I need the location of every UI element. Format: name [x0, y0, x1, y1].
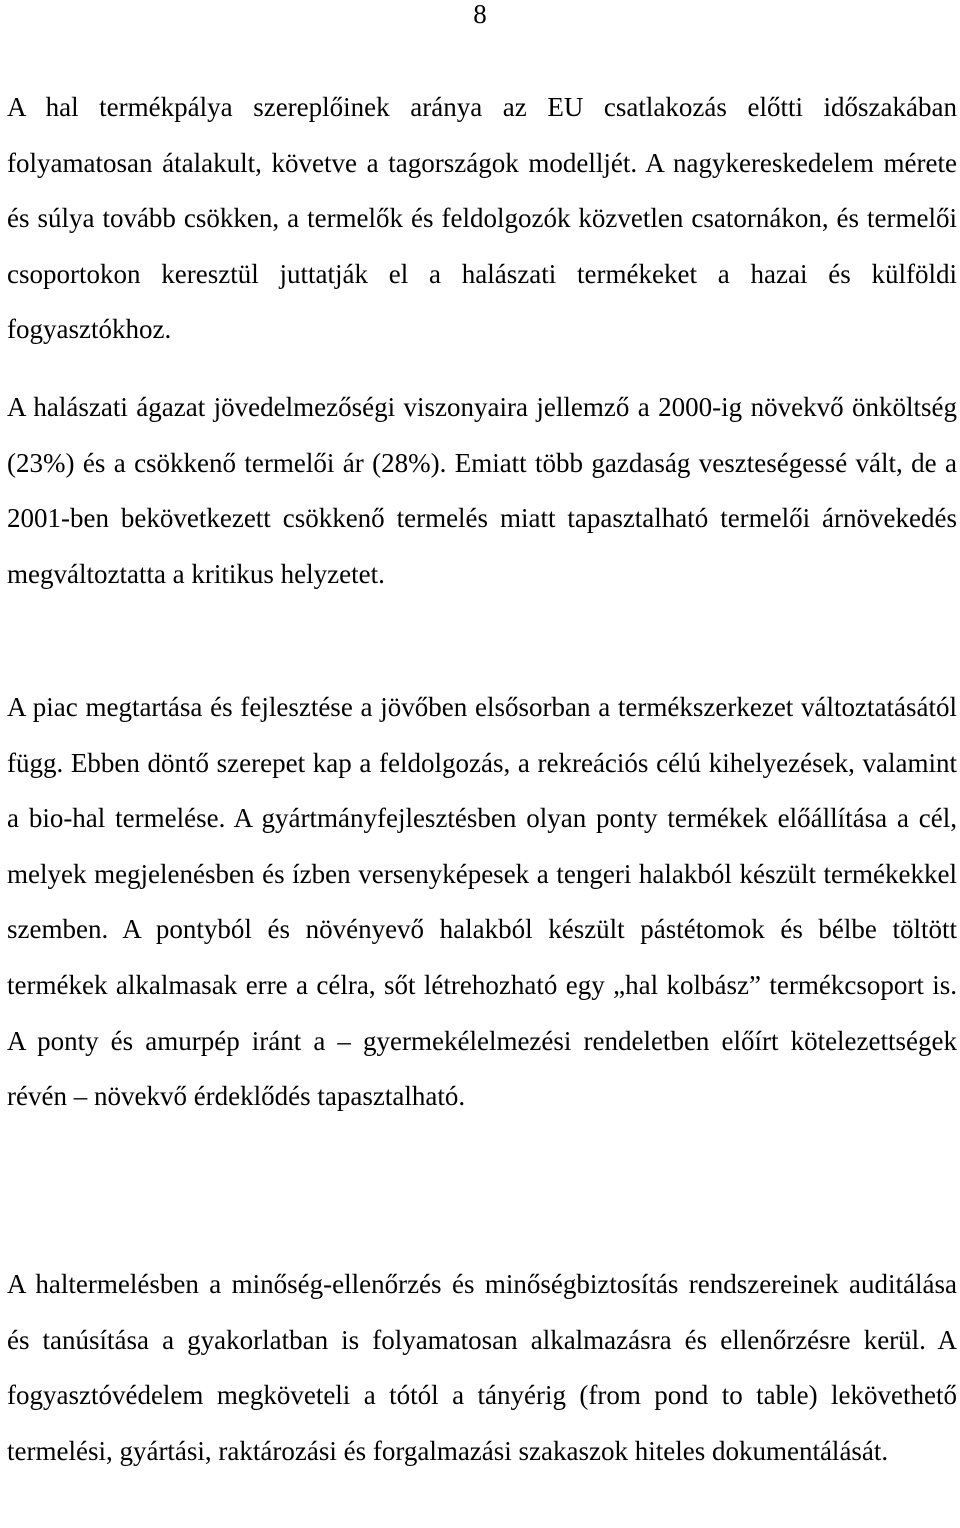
paragraph-market-structure: A hal termékpálya szereplőinek aránya az EU csatlakozás előtti időszakában folyamatosan átalakult, követve a tagországok modelljét. A nagykereskedelem mérete és súlya tovább csökken, a termelők és feldolgozók közvetlen csatornákon, és termelői csoportokon keresztül juttatják el a halászati termékeket a hazai és külföldi fogyasztókhoz.	[7, 92, 957, 345]
paragraph-product-development: A piac megtartása és fejlesztése a jövőben elsősorban a termékszerkezet változtatásától függ. Ebben döntő szerepet kap a feldolgozás, a rekreációs célú kihelyezések, valamint a bio-hal termelése. A gyártmányfejlesztésben olyan ponty termékek előállítása a cél, melyek megjelenésben és ízben versenyképesek a tengeri halakból készült termékekkel szemben. A pontyból és növényevő halakból készült pástétomok és bélbe töltött termékek alkalmasak erre a célra, sőt létrehozható egy „hal kolbász” termékcsoport is. A ponty és amurpép iránt a – gyermekélelmezési rendeletben előírt kötelezettségek révén – növekvő érdeklődés tapasztalható.	[7, 692, 957, 1112]
paragraph-profitability: A halászati ágazat jövedelmezőségi viszonyaira jellemző a 2000-ig növekvő önköltség (23%) és a csökkenő termelői ár (28%). Emiatt több gazdaság veszteségessé vált, de a 2001-ben bekövetkezett csökkenő termelés miatt tapasztalható termelői árnövekedés megváltoztatta a kritikus helyzetet.	[7, 392, 957, 589]
page-number: 8	[473, 0, 487, 29]
paragraph-quality-assurance: A haltermelésben a minőség-ellenőrzés és minőségbiztosítás rendszereinek auditálása és tanúsítása a gyakorlatban is folyamatosan alkalmazásra és ellenőrzésre kerül. A fogyasztóvédelem megköveteli a tótól a tányérig (from pond to table) lekövethető termelési, gyártási, raktározási és forgalmazási szakaszok hiteles dokumentálását.	[7, 1269, 957, 1466]
